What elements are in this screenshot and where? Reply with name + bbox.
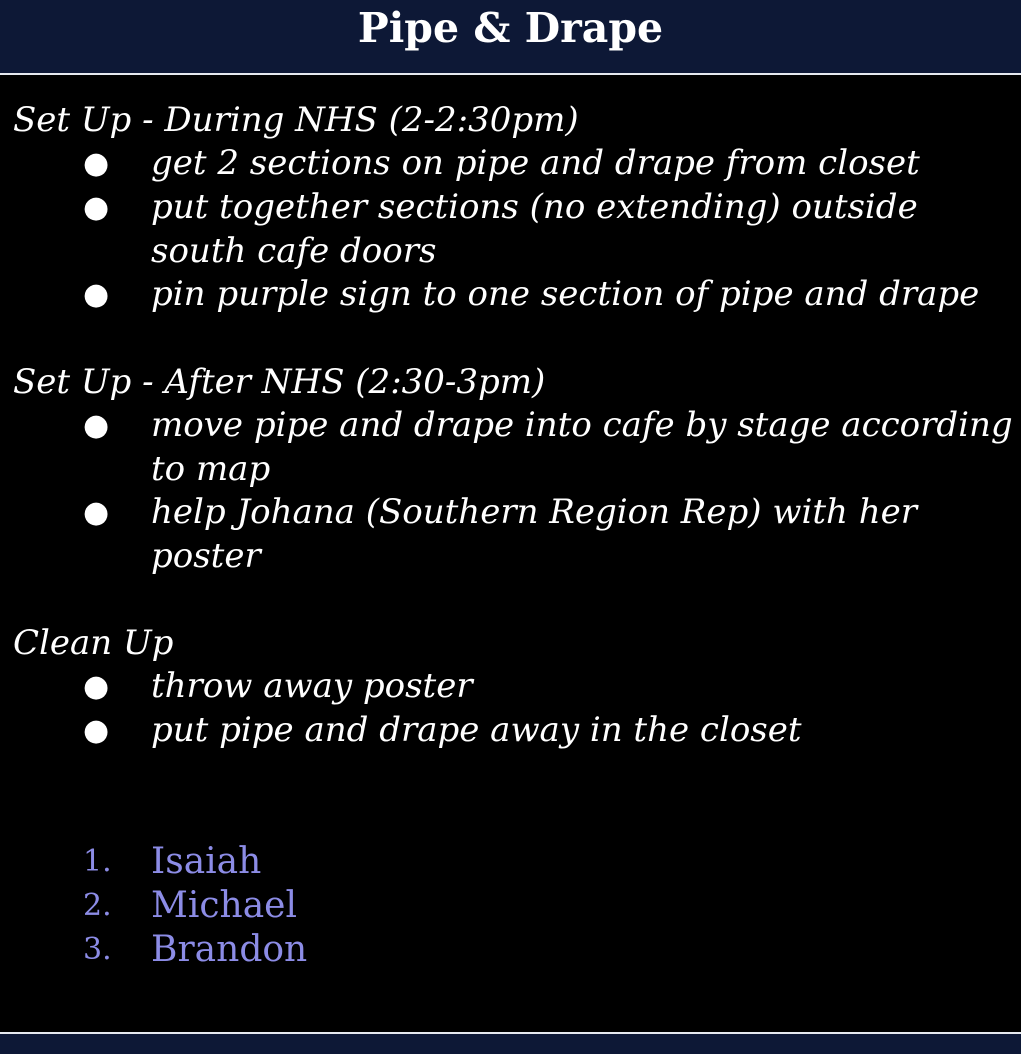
volunteer-name: Brandon bbox=[151, 929, 308, 970]
list-item-text: pin purple sign to one section of pipe and drape bbox=[151, 274, 980, 314]
section-heading-setup-after: Set Up - After NHS (2:30-3pm) bbox=[13, 362, 546, 402]
volunteer-item bbox=[0, 884, 600, 928]
list-number: 1. bbox=[83, 844, 112, 879]
list-item bbox=[0, 491, 1021, 578]
content-area bbox=[0, 75, 1021, 1032]
page-title: Pipe & Drape bbox=[357, 4, 664, 52]
bullet-icon: ● bbox=[83, 495, 110, 530]
list-item bbox=[0, 404, 1021, 491]
list-item-text: get 2 sections on pipe and drape from closet bbox=[151, 143, 920, 183]
list-item bbox=[0, 665, 1021, 709]
bullet-icon: ● bbox=[83, 408, 110, 443]
bullet-icon: ● bbox=[83, 146, 110, 181]
list-item-text: throw away poster bbox=[151, 666, 473, 706]
section-heading-setup-during: Set Up - During NHS (2-2:30pm) bbox=[13, 100, 579, 140]
volunteer-item bbox=[0, 840, 600, 884]
list-item-text: help Johana (Southern Region Rep) with her poster bbox=[151, 492, 917, 576]
list-item-text: move pipe and drape into cafe by stage according to map bbox=[151, 405, 1013, 489]
bullet-icon: ● bbox=[83, 277, 110, 312]
volunteer-name: Michael bbox=[151, 885, 298, 926]
list-item bbox=[0, 142, 1021, 186]
volunteer-name: Isaiah bbox=[151, 841, 262, 882]
volunteer-item bbox=[0, 928, 600, 972]
list-item bbox=[0, 273, 1021, 317]
footer-bar bbox=[0, 1032, 1021, 1054]
bullet-icon: ● bbox=[83, 190, 110, 225]
bullet-icon: ● bbox=[83, 713, 110, 748]
list-number: 3. bbox=[83, 932, 112, 967]
section-heading-clean-up: Clean Up bbox=[13, 623, 174, 663]
header-bar bbox=[0, 0, 1021, 75]
bullet-icon: ● bbox=[83, 669, 110, 704]
list-item bbox=[0, 186, 1021, 273]
list-number: 2. bbox=[83, 888, 112, 923]
list-item bbox=[0, 709, 1021, 753]
list-item-text: put together sections (no extending) outside south cafe doors bbox=[151, 187, 918, 271]
list-item-text: put pipe and drape away in the closet bbox=[151, 710, 802, 750]
